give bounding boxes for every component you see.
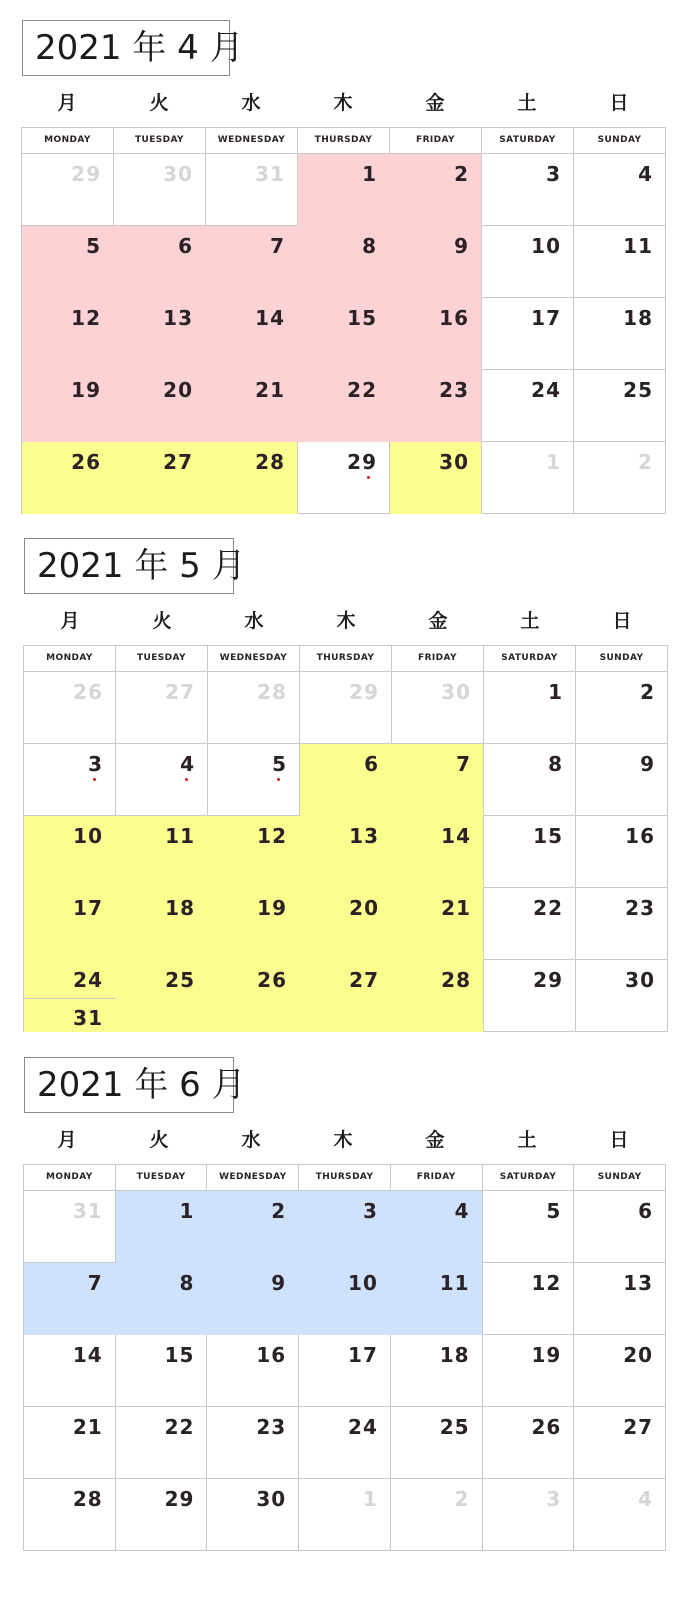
- day-cell[interactable]: [484, 744, 576, 816]
- day-number: 9: [271, 1271, 287, 1295]
- weekday-jp-label: 水: [241, 1129, 261, 1151]
- weekday-jp-label: 火: [152, 610, 172, 632]
- day-cell[interactable]: [483, 1263, 575, 1335]
- day-number: 19: [531, 1343, 562, 1367]
- weekday-en-label: SUNDAY: [574, 128, 666, 154]
- weekday-jp-label: 日: [609, 92, 629, 114]
- day-number: 21: [255, 378, 285, 402]
- day-number: 24: [531, 378, 561, 402]
- day-cell[interactable]: [574, 370, 666, 442]
- weekday-jp-label: 金: [425, 92, 445, 114]
- day-cell[interactable]: [22, 442, 114, 514]
- day-cell[interactable]: [208, 888, 300, 960]
- day-cell[interactable]: [391, 1479, 483, 1551]
- day-cell[interactable]: [576, 672, 668, 744]
- day-cell[interactable]: [24, 672, 116, 744]
- day-cell[interactable]: [116, 672, 208, 744]
- day-cell[interactable]: [482, 154, 574, 226]
- weekday-en-label: MONDAY: [22, 128, 114, 154]
- day-number: 22: [347, 378, 377, 402]
- day-cell[interactable]: [574, 1263, 666, 1335]
- weekday-en-label: FRIDAY: [390, 128, 482, 154]
- day-cell[interactable]: [22, 370, 114, 442]
- day-cell[interactable]: [391, 1191, 483, 1263]
- day-number: 11: [439, 1271, 470, 1295]
- day-cell[interactable]: [207, 1479, 299, 1551]
- weekday-en-row: [24, 1165, 666, 1191]
- day-number: 13: [163, 306, 193, 330]
- day-number: 11: [623, 234, 653, 258]
- week-row: [24, 1191, 666, 1263]
- day-cell[interactable]: [392, 960, 484, 1032]
- day-cell[interactable]: [116, 1191, 208, 1263]
- day-number: 17: [531, 306, 561, 330]
- weekday-en-row: [22, 128, 666, 154]
- day-number: 2: [454, 162, 469, 186]
- day-number: 28: [255, 450, 285, 474]
- weekday-jp-label: 土: [517, 92, 537, 114]
- day-cell[interactable]: [114, 154, 206, 226]
- day-cell[interactable]: [116, 1263, 208, 1335]
- weekday-jp-label: 火: [149, 92, 169, 114]
- day-number: 25: [623, 378, 653, 402]
- day-cell[interactable]: [114, 298, 206, 370]
- day-cell[interactable]: [298, 298, 390, 370]
- day-cell[interactable]: [391, 1407, 483, 1479]
- month-title: 2021 年 4 月: [22, 20, 230, 76]
- day-number: 24: [73, 968, 103, 992]
- day-cell[interactable]: [576, 744, 668, 816]
- day-cell[interactable]: [22, 226, 114, 298]
- day-cell[interactable]: [116, 888, 208, 960]
- day-cell[interactable]: [116, 744, 208, 816]
- weekday-jp-label: 月: [57, 1129, 77, 1151]
- day-number: 16: [439, 306, 469, 330]
- day-number: 26: [257, 968, 287, 992]
- day-cell[interactable]: [484, 816, 576, 888]
- day-cell[interactable]: [299, 1479, 391, 1551]
- day-number: 2: [271, 1199, 287, 1223]
- week-row: [24, 816, 668, 888]
- day-cell[interactable]: [574, 154, 666, 226]
- weekday-jp-label: 金: [428, 610, 448, 632]
- day-number: 11: [165, 824, 195, 848]
- day-cell[interactable]: [207, 1191, 299, 1263]
- day-cell[interactable]: [576, 888, 668, 960]
- day-number: 17: [348, 1343, 378, 1367]
- day-cell[interactable]: [208, 816, 300, 888]
- day-number: 18: [623, 306, 653, 330]
- day-cell[interactable]: [208, 744, 300, 816]
- day-number: 29: [533, 968, 563, 992]
- week-row: [22, 298, 666, 370]
- day-number: 5: [546, 1199, 562, 1223]
- weekday-en-label: THURSDAY: [299, 1165, 391, 1191]
- day-cell[interactable]: [574, 298, 666, 370]
- day-number: 21: [72, 1415, 103, 1439]
- day-number: 30: [625, 968, 655, 992]
- day-number: 19: [257, 896, 287, 920]
- day-number: 23: [625, 896, 655, 920]
- day-cell[interactable]: [576, 960, 668, 1032]
- day-number: 27: [165, 680, 195, 704]
- day-number: 3: [362, 1199, 378, 1223]
- weekday-jp-label: 月: [57, 92, 77, 114]
- day-number: 5: [272, 752, 287, 776]
- day-cell[interactable]: [208, 960, 300, 1032]
- day-number: 15: [164, 1343, 195, 1367]
- day-cell[interactable]: [206, 370, 298, 442]
- day-cell[interactable]: [299, 1263, 391, 1335]
- weekday-jp-label: 金: [425, 1129, 445, 1151]
- day-number: 14: [441, 824, 471, 848]
- day-number: 10: [348, 1271, 378, 1295]
- day-number: 6: [638, 1199, 654, 1223]
- day-cell[interactable]: [24, 1479, 116, 1551]
- day-cell[interactable]: [390, 154, 482, 226]
- day-number: 20: [349, 896, 379, 920]
- day-number: 10: [531, 234, 561, 258]
- day-number: 6: [364, 752, 379, 776]
- day-number: 8: [362, 234, 377, 258]
- day-cell[interactable]: [482, 370, 574, 442]
- day-number: 20: [163, 378, 193, 402]
- day-cell[interactable]: [24, 816, 116, 888]
- day-cell[interactable]: [116, 1407, 208, 1479]
- day-number: 1: [548, 680, 563, 704]
- day-number: 14: [72, 1343, 103, 1367]
- day-number: 12: [71, 306, 101, 330]
- day-number: 13: [349, 824, 379, 848]
- weekday-en-label: TUESDAY: [116, 646, 208, 672]
- day-number: 22: [164, 1415, 195, 1439]
- day-number: 29: [164, 1487, 195, 1511]
- day-cell[interactable]: [300, 744, 392, 816]
- week-row: [22, 370, 666, 442]
- weekday-en-label: WEDNESDAY: [208, 646, 300, 672]
- day-cell[interactable]: [392, 744, 484, 816]
- month-grid: [21, 127, 666, 514]
- day-cell[interactable]: [392, 888, 484, 960]
- day-cell[interactable]: [298, 154, 390, 226]
- day-number: 26: [73, 680, 103, 704]
- day-number: 18: [165, 896, 195, 920]
- day-cell[interactable]: [114, 370, 206, 442]
- split-divider: [24, 998, 116, 999]
- day-cell[interactable]: [206, 154, 298, 226]
- week-row: [22, 154, 666, 226]
- day-cell[interactable]: [24, 1335, 116, 1407]
- day-number: 4: [638, 162, 653, 186]
- week-row: [24, 744, 668, 816]
- day-cell[interactable]: [576, 816, 668, 888]
- weekday-en-row: [24, 646, 668, 672]
- month-grid: [23, 1164, 666, 1551]
- day-cell[interactable]: [207, 1263, 299, 1335]
- weekday-en-label: TUESDAY: [116, 1165, 208, 1191]
- weekday-en-label: THURSDAY: [298, 128, 390, 154]
- day-cell[interactable]: [116, 1479, 208, 1551]
- day-cell[interactable]: [24, 888, 116, 960]
- day-cell[interactable]: [392, 816, 484, 888]
- day-number: 15: [347, 306, 377, 330]
- month-grid: [23, 645, 668, 1032]
- day-cell[interactable]: [390, 298, 482, 370]
- day-cell[interactable]: [207, 1335, 299, 1407]
- day-cell[interactable]: [116, 960, 208, 1032]
- month-title: 2021 年 5 月: [24, 538, 234, 594]
- calendar-month-april: [0, 0, 700, 518]
- day-number: 24: [348, 1415, 378, 1439]
- week-row: [24, 672, 668, 744]
- weekday-jp-row: [24, 606, 668, 636]
- day-cell[interactable]: [574, 1479, 666, 1551]
- calendar-month-may: [0, 518, 700, 1036]
- day-cell[interactable]: [300, 960, 392, 1032]
- month-title: 2021 年 6 月: [24, 1057, 234, 1113]
- day-number: 27: [349, 968, 379, 992]
- weekday-en-label: SATURDAY: [482, 128, 574, 154]
- day-number: 29: [347, 450, 377, 474]
- day-cell[interactable]: [574, 1335, 666, 1407]
- day-cell[interactable]: [300, 816, 392, 888]
- day-number: 31: [255, 162, 285, 186]
- day-number: 1: [362, 162, 377, 186]
- holiday-dot-icon: [367, 476, 370, 479]
- day-cell[interactable]: [391, 1335, 483, 1407]
- day-number: 18: [439, 1343, 470, 1367]
- day-number: 12: [257, 824, 287, 848]
- day-number: 7: [456, 752, 471, 776]
- day-cell[interactable]: [391, 1263, 483, 1335]
- day-number: 30: [441, 680, 471, 704]
- weekday-jp-label: 土: [520, 610, 540, 632]
- day-number: 16: [256, 1343, 287, 1367]
- weekday-en-label: FRIDAY: [392, 646, 484, 672]
- day-number: 27: [623, 1415, 654, 1439]
- weekday-en-label: SUNDAY: [574, 1165, 666, 1191]
- day-cell[interactable]: [24, 744, 116, 816]
- week-row: [24, 960, 668, 1032]
- weekday-en-label: SATURDAY: [483, 1165, 575, 1191]
- week-row: [24, 1407, 666, 1479]
- day-cell[interactable]: [484, 672, 576, 744]
- week-row: [24, 888, 668, 960]
- day-number: 23: [256, 1415, 287, 1439]
- day-number: 8: [179, 1271, 195, 1295]
- weekday-jp-row: [21, 1125, 665, 1155]
- day-number: 8: [548, 752, 563, 776]
- day-number: 29: [71, 162, 101, 186]
- day-number: 30: [256, 1487, 287, 1511]
- day-number: 4: [638, 1487, 654, 1511]
- day-number: 25: [165, 968, 195, 992]
- day-number: 15: [533, 824, 563, 848]
- weekday-jp-label: 日: [612, 610, 632, 632]
- day-number: 7: [270, 234, 285, 258]
- day-cell[interactable]: [206, 442, 298, 514]
- day-cell[interactable]: [298, 370, 390, 442]
- day-cell[interactable]: [482, 298, 574, 370]
- weekday-en-label: SUNDAY: [576, 646, 668, 672]
- calendar-month-june: [0, 1037, 700, 1599]
- day-cell[interactable]: [22, 154, 114, 226]
- weekday-en-label: TUESDAY: [114, 128, 206, 154]
- day-cell[interactable]: [390, 370, 482, 442]
- day-number: 31: [72, 1199, 103, 1223]
- day-number: 17: [73, 896, 103, 920]
- day-number: 20: [623, 1343, 654, 1367]
- week-row: [24, 1479, 666, 1551]
- day-cell[interactable]: [574, 1191, 666, 1263]
- weekday-jp-label: 木: [333, 92, 353, 114]
- day-cell[interactable]: [483, 1479, 575, 1551]
- day-cell[interactable]: [206, 226, 298, 298]
- day-cell[interactable]: [390, 226, 482, 298]
- day-number: 30: [439, 450, 469, 474]
- week-row: [22, 442, 666, 514]
- day-cell[interactable]: [483, 1407, 575, 1479]
- day-cell[interactable]: [24, 1263, 116, 1335]
- day-number: 12: [531, 1271, 562, 1295]
- day-cell[interactable]: [392, 672, 484, 744]
- weekday-jp-label: 木: [333, 1129, 353, 1151]
- day-number: 10: [73, 824, 103, 848]
- weekday-jp-label: 日: [609, 1129, 629, 1151]
- day-cell[interactable]: [300, 672, 392, 744]
- day-cell[interactable]: [207, 1407, 299, 1479]
- day-number-second: 31: [73, 1006, 103, 1030]
- day-number: 4: [454, 1199, 470, 1223]
- day-cell[interactable]: [206, 298, 298, 370]
- day-number: 2: [638, 450, 653, 474]
- holiday-dot-icon: [277, 778, 280, 781]
- week-row: [24, 1263, 666, 1335]
- day-cell[interactable]: [299, 1407, 391, 1479]
- day-number: 9: [640, 752, 655, 776]
- day-number: 23: [439, 378, 469, 402]
- day-number: 16: [625, 824, 655, 848]
- day-number: 5: [86, 234, 101, 258]
- weekday-en-label: SATURDAY: [484, 646, 576, 672]
- weekday-jp-label: 水: [241, 92, 261, 114]
- day-number: 6: [178, 234, 193, 258]
- week-row: [24, 1335, 666, 1407]
- weekday-jp-label: 水: [244, 610, 264, 632]
- day-cell[interactable]: [22, 298, 114, 370]
- weekday-jp-row: [21, 88, 665, 118]
- day-number: 30: [163, 162, 193, 186]
- day-cell[interactable]: [116, 1335, 208, 1407]
- weekday-en-label: WEDNESDAY: [207, 1165, 299, 1191]
- day-number: 28: [72, 1487, 103, 1511]
- weekday-en-label: THURSDAY: [300, 646, 392, 672]
- day-number: 13: [623, 1271, 654, 1295]
- day-cell[interactable]: [24, 960, 116, 1032]
- day-number: 1: [362, 1487, 378, 1511]
- day-cell[interactable]: [298, 442, 390, 514]
- day-number: 4: [180, 752, 195, 776]
- weekday-en-label: MONDAY: [24, 646, 116, 672]
- weekday-jp-label: 月: [60, 610, 80, 632]
- day-number: 22: [533, 896, 563, 920]
- day-cell[interactable]: [114, 226, 206, 298]
- weekday-jp-label: 火: [149, 1129, 169, 1151]
- day-cell[interactable]: [300, 888, 392, 960]
- day-cell[interactable]: [482, 226, 574, 298]
- day-number: 1: [546, 450, 561, 474]
- day-number: 1: [179, 1199, 195, 1223]
- day-cell[interactable]: [484, 960, 576, 1032]
- day-cell[interactable]: [24, 1191, 116, 1263]
- week-row: [22, 226, 666, 298]
- weekday-en-label: WEDNESDAY: [206, 128, 298, 154]
- day-number: 29: [349, 680, 379, 704]
- day-cell[interactable]: [574, 1407, 666, 1479]
- day-cell[interactable]: [574, 226, 666, 298]
- day-number: 19: [71, 378, 101, 402]
- day-number: 9: [454, 234, 469, 258]
- holiday-dot-icon: [185, 778, 188, 781]
- day-number: 27: [163, 450, 193, 474]
- day-cell[interactable]: [483, 1335, 575, 1407]
- day-cell[interactable]: [116, 816, 208, 888]
- day-cell[interactable]: [208, 672, 300, 744]
- weekday-en-label: FRIDAY: [391, 1165, 483, 1191]
- day-number: 3: [88, 752, 103, 776]
- day-number: 28: [257, 680, 287, 704]
- holiday-dot-icon: [93, 778, 96, 781]
- day-number: 26: [531, 1415, 562, 1439]
- day-number: 14: [255, 306, 285, 330]
- weekday-jp-label: 木: [336, 610, 356, 632]
- day-number: 28: [441, 968, 471, 992]
- day-cell[interactable]: [390, 442, 482, 514]
- day-number: 21: [441, 896, 471, 920]
- day-cell[interactable]: [574, 442, 666, 514]
- day-cell[interactable]: [299, 1191, 391, 1263]
- day-cell[interactable]: [114, 442, 206, 514]
- day-number: 3: [546, 162, 561, 186]
- day-cell[interactable]: [484, 888, 576, 960]
- day-cell[interactable]: [299, 1335, 391, 1407]
- day-number: 25: [439, 1415, 470, 1439]
- weekday-en-label: MONDAY: [24, 1165, 116, 1191]
- day-number: 26: [71, 450, 101, 474]
- day-number: 2: [640, 680, 655, 704]
- day-cell[interactable]: [24, 1407, 116, 1479]
- day-number: 7: [87, 1271, 103, 1295]
- day-number: 2: [454, 1487, 470, 1511]
- day-number: 3: [546, 1487, 562, 1511]
- day-cell[interactable]: [483, 1191, 575, 1263]
- weekday-jp-label: 土: [517, 1129, 537, 1151]
- day-cell[interactable]: [298, 226, 390, 298]
- day-cell[interactable]: [482, 442, 574, 514]
